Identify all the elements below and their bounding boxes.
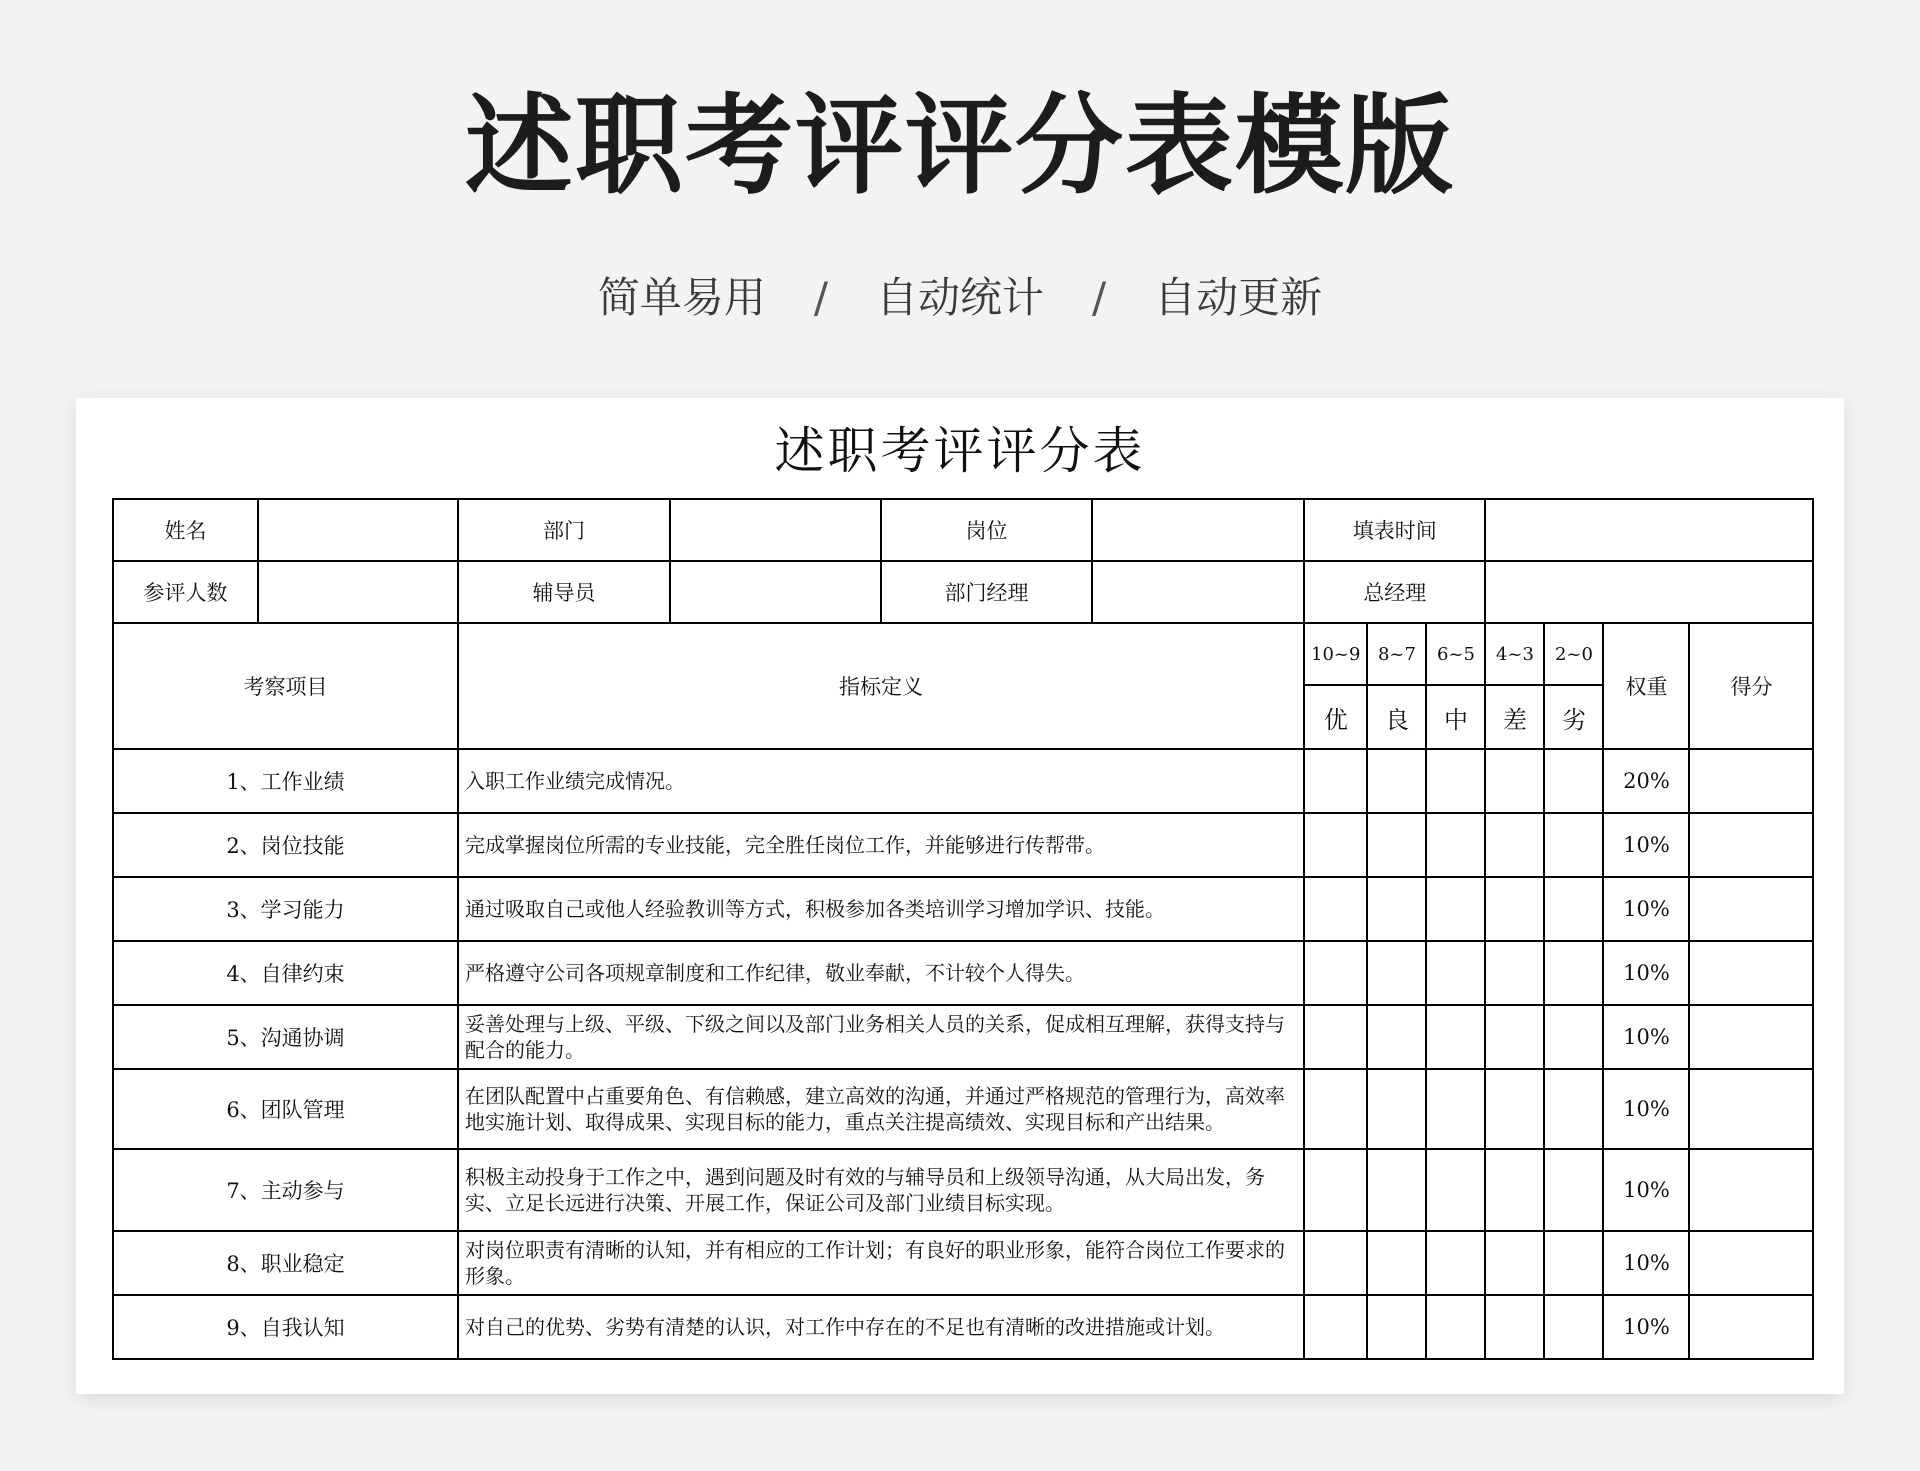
feature-easy: 简单易用 <box>597 273 766 322</box>
row-weight: 10% <box>1603 1149 1689 1231</box>
label-position: 岗位 <box>881 499 1092 561</box>
evaluation-table <box>112 498 1814 1360</box>
score-cell[interactable] <box>1544 1149 1603 1231</box>
score-cell[interactable] <box>1544 813 1603 877</box>
row-score[interactable] <box>1689 1149 1813 1231</box>
row-score[interactable] <box>1689 813 1813 877</box>
score-cell[interactable] <box>1367 1295 1426 1359</box>
field-position[interactable] <box>1092 499 1304 561</box>
score-cell[interactable] <box>1367 1069 1426 1149</box>
row-weight: 10% <box>1603 813 1689 877</box>
header-range-excellent: 10~9 <box>1304 623 1367 685</box>
row-score[interactable] <box>1689 1295 1813 1359</box>
score-cell[interactable] <box>1367 941 1426 1005</box>
row-item: 1、工作业绩 <box>113 749 458 813</box>
row-score[interactable] <box>1689 1069 1813 1149</box>
score-cell[interactable] <box>1426 749 1485 813</box>
label-general-manager: 总经理 <box>1304 561 1485 623</box>
row-item: 9、自我认知 <box>113 1295 458 1359</box>
score-cell[interactable] <box>1367 749 1426 813</box>
score-cell[interactable] <box>1367 877 1426 941</box>
row-definition: 积极主动投身于工作之中，遇到问题及时有效的与辅导员和上级领导沟通，从大局出发，务实、立足长远进行决策、开展工作，保证公司及部门业绩目标实现。 <box>458 1149 1304 1231</box>
field-name[interactable] <box>258 499 458 561</box>
row-definition: 完成掌握岗位所需的专业技能，完全胜任岗位工作，并能够进行传帮带。 <box>458 813 1304 877</box>
row-item: 6、团队管理 <box>113 1069 458 1149</box>
row-weight: 10% <box>1603 941 1689 1005</box>
field-dept-manager[interactable] <box>1092 561 1304 623</box>
score-cell[interactable] <box>1426 877 1485 941</box>
row-item: 8、职业稳定 <box>113 1231 458 1295</box>
row-definition: 通过吸取自己或他人经验教训等方式，积极参加各类培训学习增加学识、技能。 <box>458 877 1304 941</box>
row-definition: 入职工作业绩完成情况。 <box>458 749 1304 813</box>
table-row <box>113 877 1813 941</box>
row-score[interactable] <box>1689 749 1813 813</box>
score-cell[interactable] <box>1304 813 1367 877</box>
score-cell[interactable] <box>1304 1069 1367 1149</box>
table-row <box>113 1231 1813 1295</box>
score-cell[interactable] <box>1304 1149 1367 1231</box>
separator: / <box>1092 273 1107 322</box>
score-cell[interactable] <box>1426 813 1485 877</box>
feature-auto-stat: 自动统计 <box>875 273 1044 322</box>
score-cell[interactable] <box>1485 749 1544 813</box>
header-range-good: 8~7 <box>1367 623 1426 685</box>
score-cell[interactable] <box>1426 1005 1485 1069</box>
hero-title: 述职考评评分表模版 <box>464 84 1455 209</box>
score-cell[interactable] <box>1485 813 1544 877</box>
score-cell[interactable] <box>1544 1231 1603 1295</box>
row-score[interactable] <box>1689 1231 1813 1295</box>
score-cell[interactable] <box>1544 1295 1603 1359</box>
score-cell[interactable] <box>1485 1005 1544 1069</box>
score-cell[interactable] <box>1544 1005 1603 1069</box>
row-score[interactable] <box>1689 941 1813 1005</box>
row-item: 2、岗位技能 <box>113 813 458 877</box>
score-cell[interactable] <box>1304 1295 1367 1359</box>
score-cell[interactable] <box>1426 1295 1485 1359</box>
field-fill-date[interactable] <box>1485 499 1813 561</box>
label-name: 姓名 <box>113 499 258 561</box>
info-row-1 <box>113 499 1813 561</box>
header-grade-bad: 劣 <box>1544 685 1603 749</box>
score-cell[interactable] <box>1485 1295 1544 1359</box>
score-cell[interactable] <box>1485 877 1544 941</box>
score-cell[interactable] <box>1367 813 1426 877</box>
row-item: 4、自律约束 <box>113 941 458 1005</box>
score-cell[interactable] <box>1304 877 1367 941</box>
score-cell[interactable] <box>1426 1149 1485 1231</box>
score-cell[interactable] <box>1367 1231 1426 1295</box>
score-cell[interactable] <box>1544 941 1603 1005</box>
row-definition: 对自己的优势、劣势有清楚的认识，对工作中存在的不足也有清晰的改进措施或计划。 <box>458 1295 1304 1359</box>
header-range-bad: 2~0 <box>1544 623 1603 685</box>
sheet-title: 述职考评评分表 <box>774 422 1146 480</box>
feature-tagline <box>0 268 1920 328</box>
table-row <box>113 1069 1813 1149</box>
row-item: 5、沟通协调 <box>113 1005 458 1069</box>
score-cell[interactable] <box>1426 1069 1485 1149</box>
table-row <box>113 1149 1813 1231</box>
score-cell[interactable] <box>1426 941 1485 1005</box>
row-score[interactable] <box>1689 877 1813 941</box>
row-definition: 对岗位职责有清晰的认知，并有相应的工作计划；有良好的职业形象，能符合岗位工作要求的形象。 <box>458 1231 1304 1295</box>
score-cell[interactable] <box>1544 1069 1603 1149</box>
row-weight: 10% <box>1603 1069 1689 1149</box>
row-weight: 10% <box>1603 1005 1689 1069</box>
header-grade-poor: 差 <box>1485 685 1544 749</box>
table-row <box>113 749 1813 813</box>
score-cell[interactable] <box>1485 941 1544 1005</box>
separator: / <box>813 273 828 322</box>
score-cell[interactable] <box>1485 1149 1544 1231</box>
field-reviewer-count[interactable] <box>258 561 458 623</box>
row-definition: 妥善处理与上级、平级、下级之间以及部门业务相关人员的关系，促成相互理解，获得支持与配合的能力。 <box>458 1005 1304 1069</box>
label-department: 部门 <box>458 499 670 561</box>
score-cell[interactable] <box>1367 1149 1426 1231</box>
row-item: 3、学习能力 <box>113 877 458 941</box>
header-range-poor: 4~3 <box>1485 623 1544 685</box>
label-dept-manager: 部门经理 <box>881 561 1092 623</box>
info-row-2 <box>113 561 1813 623</box>
label-fill-date: 填表时间 <box>1304 499 1485 561</box>
score-cell[interactable] <box>1485 1069 1544 1149</box>
header-definition: 指标定义 <box>458 623 1304 749</box>
field-counselor[interactable] <box>670 561 881 623</box>
row-definition: 在团队配置中占重要角色、有信赖感，建立高效的沟通，并通过严格规范的管理行为，高效率地实施计划、取得成果、实现目标的能力，重点关注提高绩效、实现目标和产出结果。 <box>458 1069 1304 1149</box>
header-grade-excellent: 优 <box>1304 685 1367 749</box>
label-reviewer-count: 参评人数 <box>113 561 258 623</box>
row-weight: 10% <box>1603 1231 1689 1295</box>
spreadsheet-preview <box>76 398 1844 1394</box>
score-cell[interactable] <box>1485 1231 1544 1295</box>
row-item: 7、主动参与 <box>113 1149 458 1231</box>
feature-auto-update: 自动更新 <box>1154 273 1323 322</box>
row-weight: 20% <box>1603 749 1689 813</box>
table-row <box>113 941 1813 1005</box>
header-grade-good: 良 <box>1367 685 1426 749</box>
score-cell[interactable] <box>1367 1005 1426 1069</box>
field-department[interactable] <box>670 499 881 561</box>
table-row <box>113 813 1813 877</box>
header-score: 得分 <box>1689 623 1813 749</box>
score-cell[interactable] <box>1304 1231 1367 1295</box>
row-weight: 10% <box>1603 877 1689 941</box>
score-cell[interactable] <box>1304 941 1367 1005</box>
score-cell[interactable] <box>1544 749 1603 813</box>
label-counselor: 辅导员 <box>458 561 670 623</box>
header-grade-average: 中 <box>1426 685 1485 749</box>
table-row <box>113 1295 1813 1359</box>
score-cell[interactable] <box>1304 1005 1367 1069</box>
row-score[interactable] <box>1689 1005 1813 1069</box>
header-range-average: 6~5 <box>1426 623 1485 685</box>
score-cell[interactable] <box>1304 749 1367 813</box>
header-weight: 权重 <box>1603 623 1689 749</box>
score-cell[interactable] <box>1544 877 1603 941</box>
header-row-ranges <box>113 623 1813 685</box>
table-row <box>113 1005 1813 1069</box>
header-item: 考察项目 <box>113 623 458 749</box>
field-general-manager[interactable] <box>1485 561 1813 623</box>
score-cell[interactable] <box>1426 1231 1485 1295</box>
row-weight: 10% <box>1603 1295 1689 1359</box>
row-definition: 严格遵守公司各项规章制度和工作纪律，敬业奉献，不计较个人得失。 <box>458 941 1304 1005</box>
